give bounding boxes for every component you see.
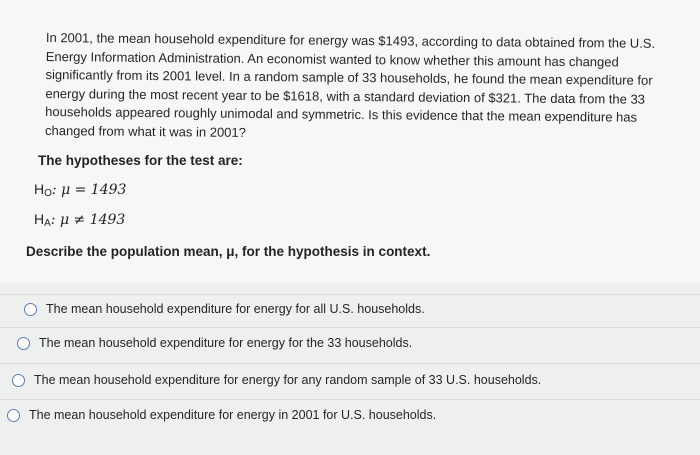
radio-button[interactable] [12, 374, 25, 387]
null-hypothesis [34, 181, 126, 199]
divider [0, 294, 700, 295]
alternative-hypothesis-expression: : μ ≠ 1493 [50, 212, 126, 228]
alternative-hypothesis [34, 211, 125, 229]
divider [0, 327, 700, 328]
question-text: In 2001, the mean household expenditure for energy was $1493, according to data obtained from the U.S. Energy Information Administration. An economist wanted to know whether this amount has changed significantly from its 2001 level. In a random sample of 33 households, he found the mean expenditure for energy during the most recent year to be $1618, with a standard deviation of $321. The data from the 33 households appeared roughly unimodal and symmetric. Is this evidence that the mean expenditure has changed from what it was in 2001? [44, 29, 656, 140]
answer-option-all-households[interactable] [24, 302, 425, 316]
radio-button[interactable] [7, 409, 20, 422]
null-hypothesis-expression: : μ = 1493 [51, 182, 127, 198]
radio-button[interactable] [24, 303, 37, 316]
option-label: The mean household expenditure for energy for all U.S. households. [46, 302, 425, 316]
option-label: The mean household expenditure for energy for the 33 households. [39, 336, 413, 350]
alternative-hypothesis-label: $H_A$ [34, 211, 51, 229]
option-label: The mean household expenditure for energy for any random sample of 33 U.S. households. [34, 373, 542, 387]
answer-option-33-households[interactable] [17, 336, 412, 350]
describe-prompt: Describe the population mean, μ, for the hypothesis in context. [26, 244, 431, 259]
answer-option-any-random-sample[interactable] [12, 373, 541, 387]
divider [0, 399, 700, 400]
radio-button[interactable] [17, 337, 30, 350]
null-hypothesis-label: $H_O$ [34, 181, 52, 199]
option-label: The mean household expenditure for energy in 2001 for U.S. households. [29, 408, 437, 422]
hypotheses-intro: The hypotheses for the test are: [38, 153, 243, 168]
divider [0, 363, 700, 364]
answer-option-2001-households[interactable] [7, 408, 436, 422]
